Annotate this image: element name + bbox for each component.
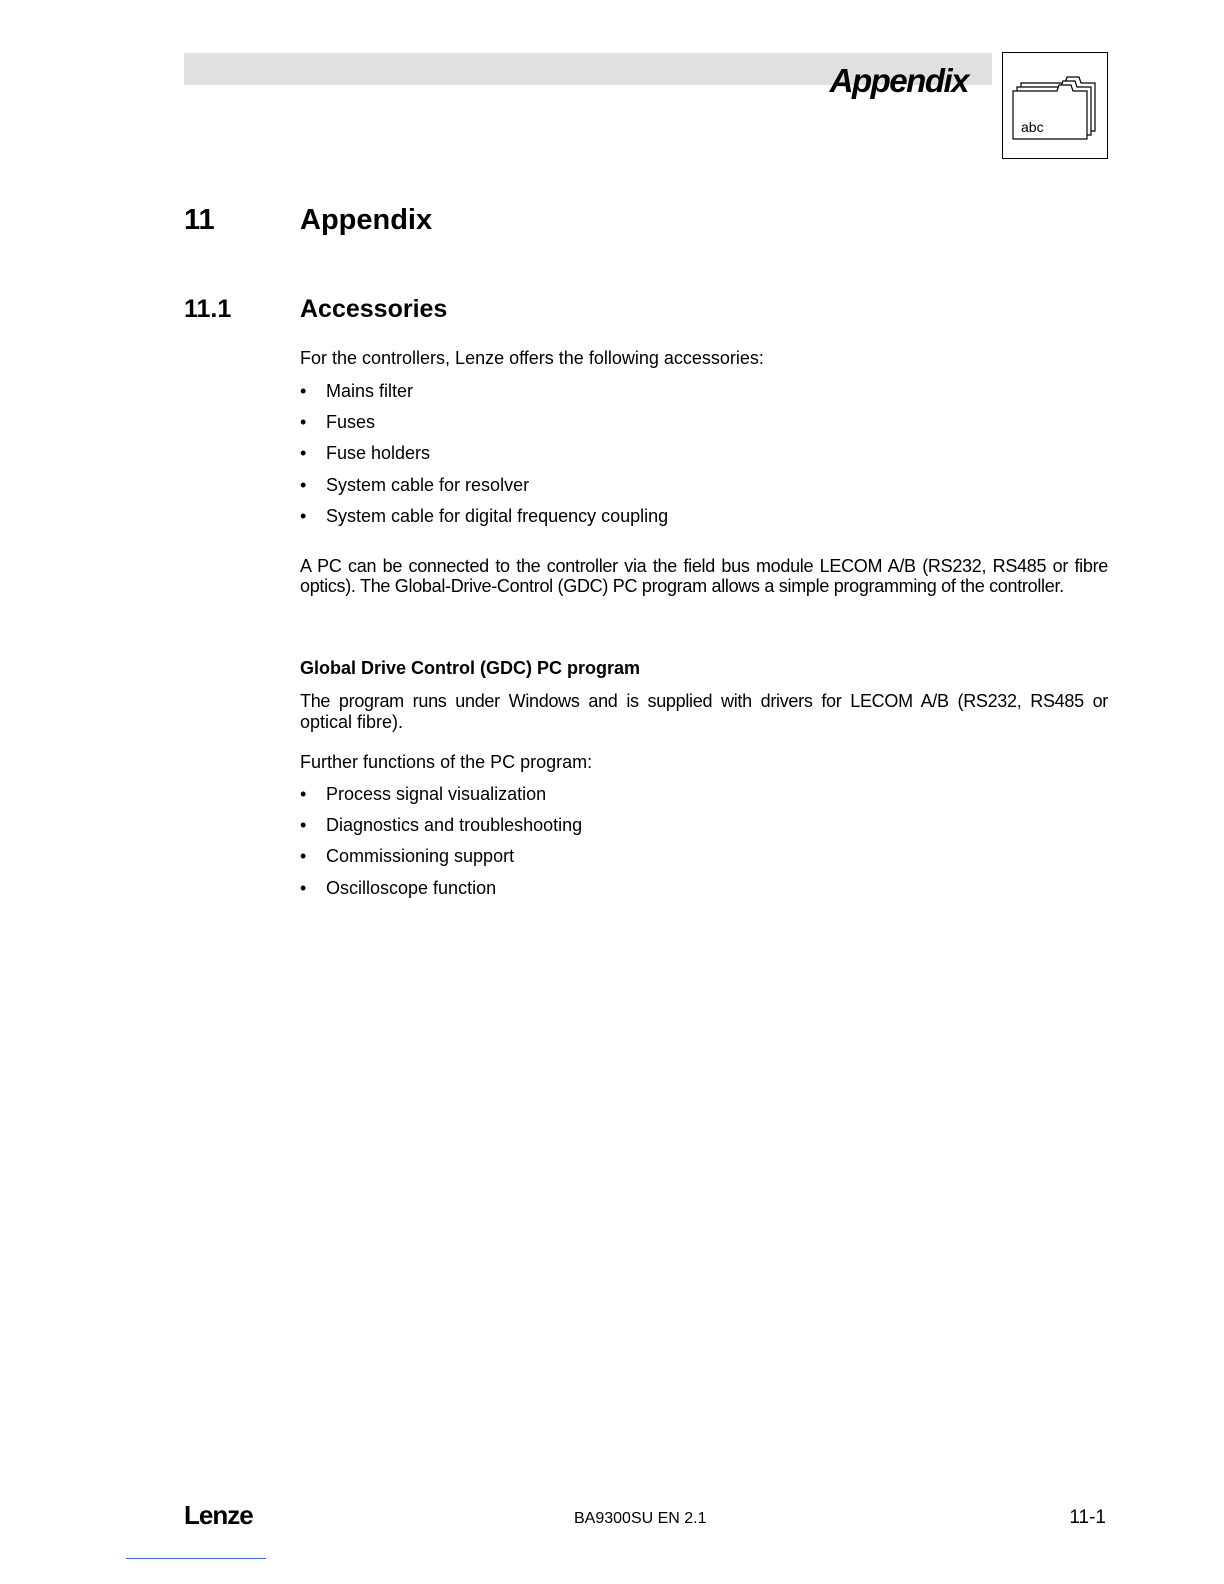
lenze-logo: Lenze: [184, 1500, 253, 1530]
header-title: Appendix: [829, 62, 968, 99]
list-item: • Commissioning support: [300, 846, 515, 867]
bullet-icon: •: [300, 474, 307, 495]
list-item: • Diagnostics and troubleshooting: [300, 815, 583, 836]
gdc-paragraph-line1: The program runs under Windows and is supplied with drivers for LECOM A/B (RS232, RS485 or: [300, 691, 1108, 711]
intro-text: For the controllers, Lenze offers the following accessories:: [300, 348, 764, 368]
pc-paragraph-line1: A PC can be connected to the controller via the field bus module LECOM A/B (RS232, RS485 or fibre: [300, 556, 1108, 576]
bullet-icon: •: [300, 846, 307, 867]
document-id: BA9300SU EN 2.1: [574, 1510, 707, 1527]
bullet-icon: •: [300, 784, 307, 804]
footer-link-underline[interactable]: [126, 1558, 266, 1559]
bullet-icon: •: [300, 381, 307, 401]
section-title: Accessories: [300, 295, 448, 323]
gdc-heading: Global Drive Control (GDC) PC program: [300, 658, 641, 678]
chapter-title: Appendix: [300, 204, 433, 236]
list-item: • Process signal visualization: [300, 784, 547, 804]
list-item: • Mains filter: [300, 381, 414, 401]
list-item: • System cable for digital frequency coupling: [300, 505, 669, 526]
list-item: • System cable for resolver: [300, 474, 530, 495]
list-item: • Fuses: [300, 412, 376, 433]
bullet-icon: •: [300, 877, 307, 898]
pc-paragraph-line2: optics). The Global-Drive-Control (GDC) PC program allows a simple programming of the controller.: [300, 576, 1064, 596]
functions-intro: Further functions of the PC program:: [300, 752, 593, 772]
gdc-paragraph-line2: optical fibre).: [300, 712, 404, 732]
chapter-tab-box: [1002, 52, 1108, 159]
folder-label: abc: [1021, 119, 1044, 135]
chapter-number: 11: [184, 204, 215, 236]
bullet-icon: •: [300, 815, 307, 836]
functions-list: [300, 783, 582, 908]
bullet-icon: •: [300, 505, 307, 526]
bullet-icon: •: [300, 443, 307, 464]
accessories-list: [300, 380, 668, 536]
section-number: 11.1: [184, 295, 232, 323]
bullet-icon: •: [300, 412, 307, 433]
folder-icon: [1003, 53, 1107, 158]
list-item: • Oscilloscope function: [300, 877, 497, 898]
list-item: • Fuse holders: [300, 443, 431, 464]
page-number: 11-1: [1069, 1507, 1106, 1528]
